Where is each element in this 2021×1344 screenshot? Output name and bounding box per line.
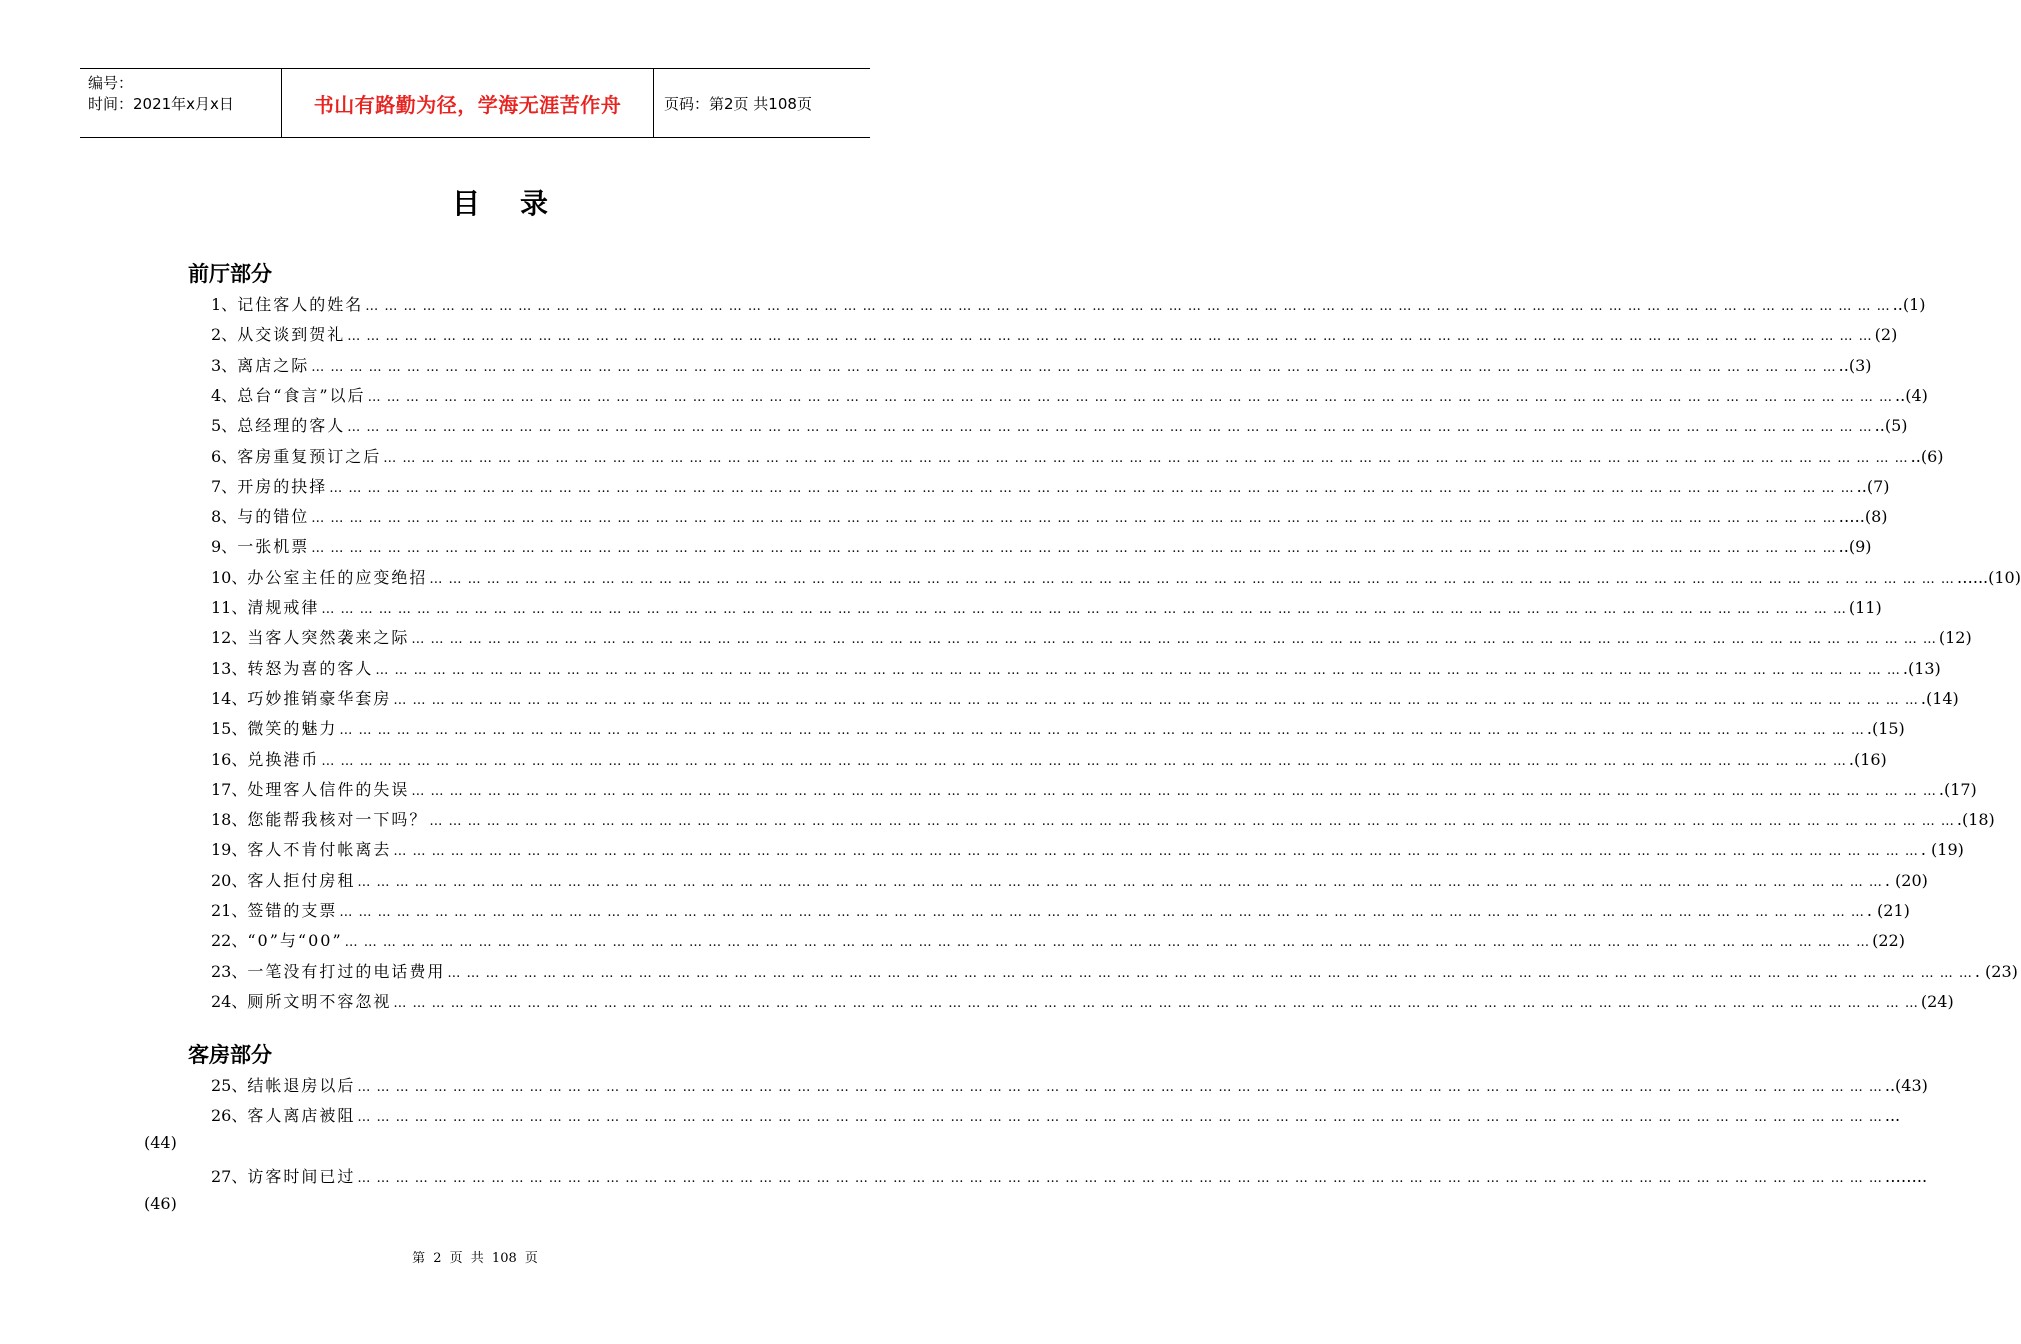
toc-entry-page: . (20) <box>1884 870 1928 890</box>
toc-entry-number: 27、 <box>211 1167 248 1187</box>
toc-entry-page: (12) <box>1938 628 1972 648</box>
toc-entry-title: 一张机票 <box>237 537 310 557</box>
header-motto: 书山有路勤为径，学海无涯苦作舟 <box>282 69 654 137</box>
toc-leader-dots: … … … … … … … … … … … … … … … … … … … … … … … … … … … … … … … … … … … … … … … … … … … … … … … … … … … … … … … … … … … … … … … … … … … … … … … … … … … … … … … … <box>311 541 1837 557</box>
page-footer: 第 2 页 共 108 页 <box>412 1251 538 1266</box>
toc-entry[interactable] <box>211 444 1944 474</box>
toc-leader-dots: … … … … … … … … … … … … … … … … … … … … … … … … … … … … … … … … … … … … … … … … … … … … … … … … … … … … … … … … … … … … … … … … … … … … … … … … … … … … … … … … <box>429 814 1955 830</box>
toc-entry-title: 开房的抉择 <box>237 476 328 496</box>
toc-entry-title: 巧妙推销豪华套房 <box>247 688 392 708</box>
toc-entry-page: .(15) <box>1866 719 1905 739</box>
toc-entry-number: 11、 <box>211 598 248 617</box>
toc-leader-dots: … … … … … … … … … … … … … … … … … … … … … … … … … … … … … … … … … … … … … … … … … … … … … … … … … … … … … … … … … … … … … … … … … … … … … … … … … … … … … … … … <box>383 450 1909 466</box>
toc-entry[interactable] <box>211 868 1928 898</box>
toc-entry-number: 6、 <box>211 446 238 466</box>
toc-entry-title: 客人不肯付帐离去 <box>247 840 392 860</box>
toc-entry-number: 8、 <box>211 507 238 527</box>
toc-entry-title: 客人离店被阻 <box>247 1106 356 1126</box>
toc-entry[interactable] <box>211 595 1882 625</box>
toc-entry[interactable] <box>211 837 1964 867</box>
section-title-housekeeping: 客房部分 <box>188 1043 272 1067</box>
toc-entry-page: (22) <box>1872 931 1905 951</box>
toc-entry-page: .(16) <box>1848 749 1887 769</box>
toc-entry-title: 微笑的魅力 <box>247 719 338 739</box>
toc-entry-page: ..(6) <box>1910 446 1944 466</box>
toc-entry-page: (2) <box>1874 325 1898 345</box>
toc-leader-dots: … … … … … … … … … … … … … … … … … … … … … … … … … … … … … … … … … … … … … … … … … … … … … … … … … … … … … … … … … … … … … … … … … … … … … … … … … … … … … … … … <box>357 1110 1883 1126</box>
toc-entry-title: 总台“食言”以后 <box>237 385 366 405</box>
toc-entry[interactable] <box>211 1073 1928 1103</box>
toc-leader-dots: … … … … … … … … … … … … … … … … … … … … … … … … … … … … … … … … … … … … … … … … … … … … … … … … … … … … … … … … … … … … … … … … … … … … … … … … … … … … … … … … <box>357 874 1883 890</box>
toc-entry-title: 办公室主任的应变绝招 <box>247 567 428 587</box>
section-title-front-office: 前厅部分 <box>188 262 272 286</box>
toc-entry-page: .(17) <box>1938 779 1977 799</box>
page-header <box>80 68 870 138</box>
toc-entry-number: 5、 <box>211 416 238 436</box>
toc-entry-number: 17、 <box>211 779 248 799</box>
toc-entry[interactable] <box>211 474 1890 504</box>
toc-leader-dots: … … … … … … … … … … … … … … … … … … … … … … … … … … … … … … … … … … … … … … … … … … … … … … … … … … … … … … … … … … … … … … … … … … … … … … … … … … … … … … … … <box>411 783 1937 799</box>
toc-leader-dots: … … … … … … … … … … … … … … … … … … … … … … … … … … … … … … … … … … … … … … … … … … … … … … … … … … … … … … … … … … … … … … … … … … … … … … … … … … … … … … … … <box>393 692 1919 708</box>
toc-entry-page: .(13) <box>1902 658 1941 678</box>
toc-leader-dots: … … … … … … … … … … … … … … … … … … … … … … … … … … … … … … … … … … … … … … … … … … … … … … … … … … … … … … … … … … … … … … … … … … … … … … … … … … … … … … … … <box>339 723 1865 739</box>
toc-leader-dots: … … … … … … … … … … … … … … … … … … … … … … … … … … … … … … … … … … … … … … … … … … … … … … … … … … … … … … … … … … … … … … … … … … … … … … … … … … … … … … … … <box>375 662 1901 678</box>
toc-entry-title: 客房重复预订之后 <box>237 446 382 466</box>
toc-entry-page: ..(7) <box>1856 476 1890 496</box>
toc-leader-dots: … … … … … … … … … … … … … … … … … … … … … … … … … … … … … … … … … … … … … … … … … … … … … … … … … … … … … … … … … … … … … … … … … … … … … … … … … … … … … … … … <box>329 480 1855 496</box>
toc-entry[interactable] <box>211 898 1910 928</box>
toc-entry-number: 3、 <box>211 355 238 375</box>
toc-entry[interactable] <box>211 989 1954 1019</box>
toc-entry[interactable] <box>211 565 2021 595</box>
toc-entry-title: 客人拒付房租 <box>247 870 356 890</box>
toc-entry-page: (11) <box>1848 598 1882 617</box>
toc-entry-title: 与的错位 <box>237 507 310 527</box>
toc-entry-number: 15、 <box>211 719 248 739</box>
toc-entry-number: 2、 <box>211 325 238 345</box>
toc-entry-page: ..(4) <box>1895 385 1928 405</box>
toc-entry[interactable] <box>211 686 1959 716</box>
toc-leader-dots: … … … … … … … … … … … … … … … … … … … … … … … … … … … … … … … … … … … … … … … … … … … … … … … … … … … … … … … … … … … … … … … … … … … … … … … … … … … … … … … … <box>393 995 1919 1011</box>
toc-title: 目录 <box>451 187 588 220</box>
toc-entry-number: 25、 <box>211 1076 248 1095</box>
toc-entry-page: .(18) <box>1956 810 1995 830</box>
toc-entry-page: …...(10) <box>1956 567 2021 587</box>
toc-entry-title: 处理客人信件的失误 <box>247 779 410 799</box>
toc-entry-title: 总经理的客人 <box>237 416 346 436</box>
toc-entry[interactable] <box>211 353 1872 383</box>
toc-leader-dots: … … … … … … … … … … … … … … … … … … … … … … … … … … … … … … … … … … … … … … … … … … … … … … … … … … … … … … … … … … … … … … … … … … … … … … … … … … … … … … … … <box>347 420 1873 436</box>
toc-entry-title: 离店之际 <box>237 355 310 375</box>
toc-leader-dots: … … … … … … … … … … … … … … … … … … … … … … … … … … … … … … … … … … … … … … … … … … … … … … … … … … … … … … … … … … … … … … … … … … … … … … … … … … … … … … … … <box>367 389 1894 405</box>
toc-entry-page: ..(1) <box>1892 295 1926 314</box>
toc-entry-title: 您能帮我核对一下吗？ <box>247 810 428 830</box>
toc-entry-title: 从交谈到贺礼 <box>237 325 346 345</box>
toc-leader-dots: … … … … … … … … … … … … … … … … … … … … … … … … … … … … … … … … … … … … … … … … … … … … … … … … … … … … … … … … … … … … … … … … … … … … … … … … … … … … … … … … <box>357 1171 1883 1187</box>
toc-entry-number: 21、 <box>211 901 248 920</box>
toc-entry-number: 18、 <box>211 810 248 830</box>
toc-entry[interactable] <box>211 625 1972 655</box>
toc-entry-title: 记住客人的姓名 <box>237 295 364 314</box>
toc-entry[interactable] <box>211 504 1888 534</box>
toc-entry-page-wrapped: (46) <box>144 1194 177 1214</box>
toc-entry-number: 20、 <box>211 870 248 890</box>
toc-leader-dots: … … … … … … … … … … … … … … … … … … … … … … … … … … … … … … … … … … … … … … … … … … … … … … … … … … … … … … … … … … … … … … … … … … … … … … … … … … … … … … … … <box>447 965 1973 981</box>
toc-entry-number: 1、 <box>211 295 238 314</box>
toc-leader-dots: … … … … … … … … … … … … … … … … … … … … … … … … … … … … … … … … … … … … … … … … … … … … … … … … … … … … … … … … … … … … … … … … … … … … … … … … … … … … … … … … <box>357 1080 1883 1095</box>
toc-entry-title: 结帐退房以后 <box>247 1076 356 1095</box>
toc-leader-dots: … … … … … … … … … … … … … … … … … … … … … … … … … … … … … … … … … … … … … … … … … … … … … … … … … … … … … … … … … … … … … … … … … … … … … … … … … … … … … … … … <box>321 753 1847 769</box>
toc-entry-number: 7、 <box>211 476 238 496</box>
toc-entry[interactable] <box>211 322 1898 352</box>
toc-entry-page: .(14) <box>1920 688 1959 708</box>
toc-entry-number: 14、 <box>211 688 248 708</box>
toc-entry[interactable] <box>211 747 1887 777</box>
toc-leader-dots: … … … … … … … … … … … … … … … … … … … … … … … … … … … … … … … … … … … … … … … … … … … … … … … … … … … … … … … … … … … … … … … … … … … … … … … … … … … … … … … … <box>339 905 1865 920</box>
toc-entry-page: ..(5) <box>1874 416 1908 436</box>
toc-entry-title: 一笔没有打过的电话费用 <box>247 961 446 981</box>
toc-entry[interactable] <box>211 656 1941 686</box>
toc-entry-page: ..(9) <box>1838 537 1872 557</box>
toc-entry[interactable] <box>211 777 1977 807</box>
toc-entry-number: 4、 <box>211 385 238 405</box>
toc-leader-dots: … … … … … … … … … … … … … … … … … … … … … … … … … … … … … … … … … … … … … … … … … … … … … … … … … … … … … … … … … … … … … … … … … … … … … … … … … … … … … … … … <box>321 602 1847 617</box>
toc-entry[interactable] <box>211 959 2018 989</box>
toc-entry-number: 22、 <box>211 931 248 951</box>
toc-entry[interactable] <box>211 413 1908 443</box>
header-page-info: 页码：第2页 共108页 <box>664 94 812 113</box>
toc-entry-title: 兑换港币 <box>247 749 320 769</box>
toc-entry-page: …..(8) <box>1838 507 1888 527</box>
toc-entry-number: 19、 <box>211 840 248 860</box>
toc-leader-dots: … … … … … … … … … … … … … … … … … … … … … … … … … … … … … … … … … … … … … … … … … … … … … … … … … … … … … … … … … … … … … … … … … … … … … … … … … … … … … … … … <box>347 329 1873 345</box>
toc-entry-title: 清规戒律 <box>247 598 320 617</box>
toc-entry-number: 26、 <box>211 1106 248 1126</box>
toc-entry-page: …….. <box>1884 1167 1928 1187</box>
toc-entry-number: 24、 <box>211 991 248 1011</box>
toc-entry[interactable] <box>211 292 1926 322</box>
toc-leader-dots: … … … … … … … … … … … … … … … … … … … … … … … … … … … … … … … … … … … … … … … … … … … … … … … … … … … … … … … … … … … … … … … … … … … … … … … … … … … … … … … … <box>311 511 1837 527</box>
toc-leader-dots: … … … … … … … … … … … … … … … … … … … … … … … … … … … … … … … … … … … … … … … … … … … … … … … … … … … … … … … … … … … … … … … … … … … … … … … … … … … … … … … … <box>393 844 1919 860</box>
toc-entry-page: ..(43) <box>1884 1076 1928 1095</box>
toc-entry[interactable] <box>211 1103 1901 1133</box>
toc-leader-dots: … … … … … … … … … … … … … … … … … … … … … … … … … … … … … … … … … … … … … … … … … … … … … … … … … … … … … … … … … … … … … … … … … … … … … … … … … … … … … … … … <box>344 935 1871 951</box>
toc-entry-page: . (21) <box>1866 901 1910 920</box>
toc-leader-dots: … … … … … … … … … … … … … … … … … … … … … … … … … … … … … … … … … … … … … … … … … … … … … … … … … … … … … … … … … … … … … … … … … … … … … … … … … … … … … … … … <box>411 632 1937 648</box>
toc-entry[interactable] <box>211 716 1905 746</box>
toc-entry-number: 23、 <box>211 961 248 981</box>
header-meta <box>80 69 282 137</box>
toc-entry-page: ..(3) <box>1838 355 1872 375</box>
toc-entry-number: 12、 <box>211 628 248 648</box>
toc-entry[interactable] <box>211 1164 1928 1194</box>
toc-entry-page: ... <box>1884 1106 1901 1126</box>
toc-entry-title: “0”与“00” <box>247 931 343 951</box>
doc-code-label: 编号： <box>88 74 134 92</box>
toc-entry-page: (24) <box>1920 991 1954 1011</box>
toc-entry-page-wrapped: (44) <box>144 1133 177 1153</box>
toc-entry-title: 当客人突然袭来之际 <box>247 628 410 648</box>
toc-entry[interactable] <box>211 928 1905 958</box>
toc-entry-number: 9、 <box>211 537 238 557</box>
toc-entry-number: 10、 <box>211 567 248 587</box>
toc-leader-dots: … … … … … … … … … … … … … … … … … … … … … … … … … … … … … … … … … … … … … … … … … … … … … … … … … … … … … … … … … … … … … … … … … … … … … … … … … … … … … … … … <box>311 359 1837 375</box>
toc-entry[interactable] <box>211 807 1995 837</box>
toc-entry-title: 访客时间已过 <box>247 1167 356 1187</box>
toc-leader-dots: … … … … … … … … … … … … … … … … … … … … … … … … … … … … … … … … … … … … … … … … … … … … … … … … … … … … … … … … … … … … … … … … … … … … … … … … … … … … … … … … <box>429 571 1955 587</box>
toc-entry-number: 13、 <box>211 658 248 678</box>
toc-entry-page: . (23) <box>1974 961 2018 981</box>
toc-entry-title: 厕所文明不容忽视 <box>247 991 392 1011</box>
toc-entry-title: 签错的支票 <box>247 901 338 920</box>
toc-entry[interactable] <box>211 534 1872 564</box>
toc-entry-number: 16、 <box>211 749 248 769</box>
toc-entry-title: 转怒为喜的客人 <box>247 658 374 678</box>
toc-entry-page: . (19) <box>1920 840 1964 860</box>
doc-date-label: 时间：2021年x月x日 <box>88 95 234 113</box>
toc-entry[interactable] <box>211 383 1928 413</box>
toc-leader-dots: … … … … … … … … … … … … … … … … … … … … … … … … … … … … … … … … … … … … … … … … … … … … … … … … … … … … … … … … … … … … … … … … … … … … … … … … … … … … … … … … <box>365 299 1891 314</box>
